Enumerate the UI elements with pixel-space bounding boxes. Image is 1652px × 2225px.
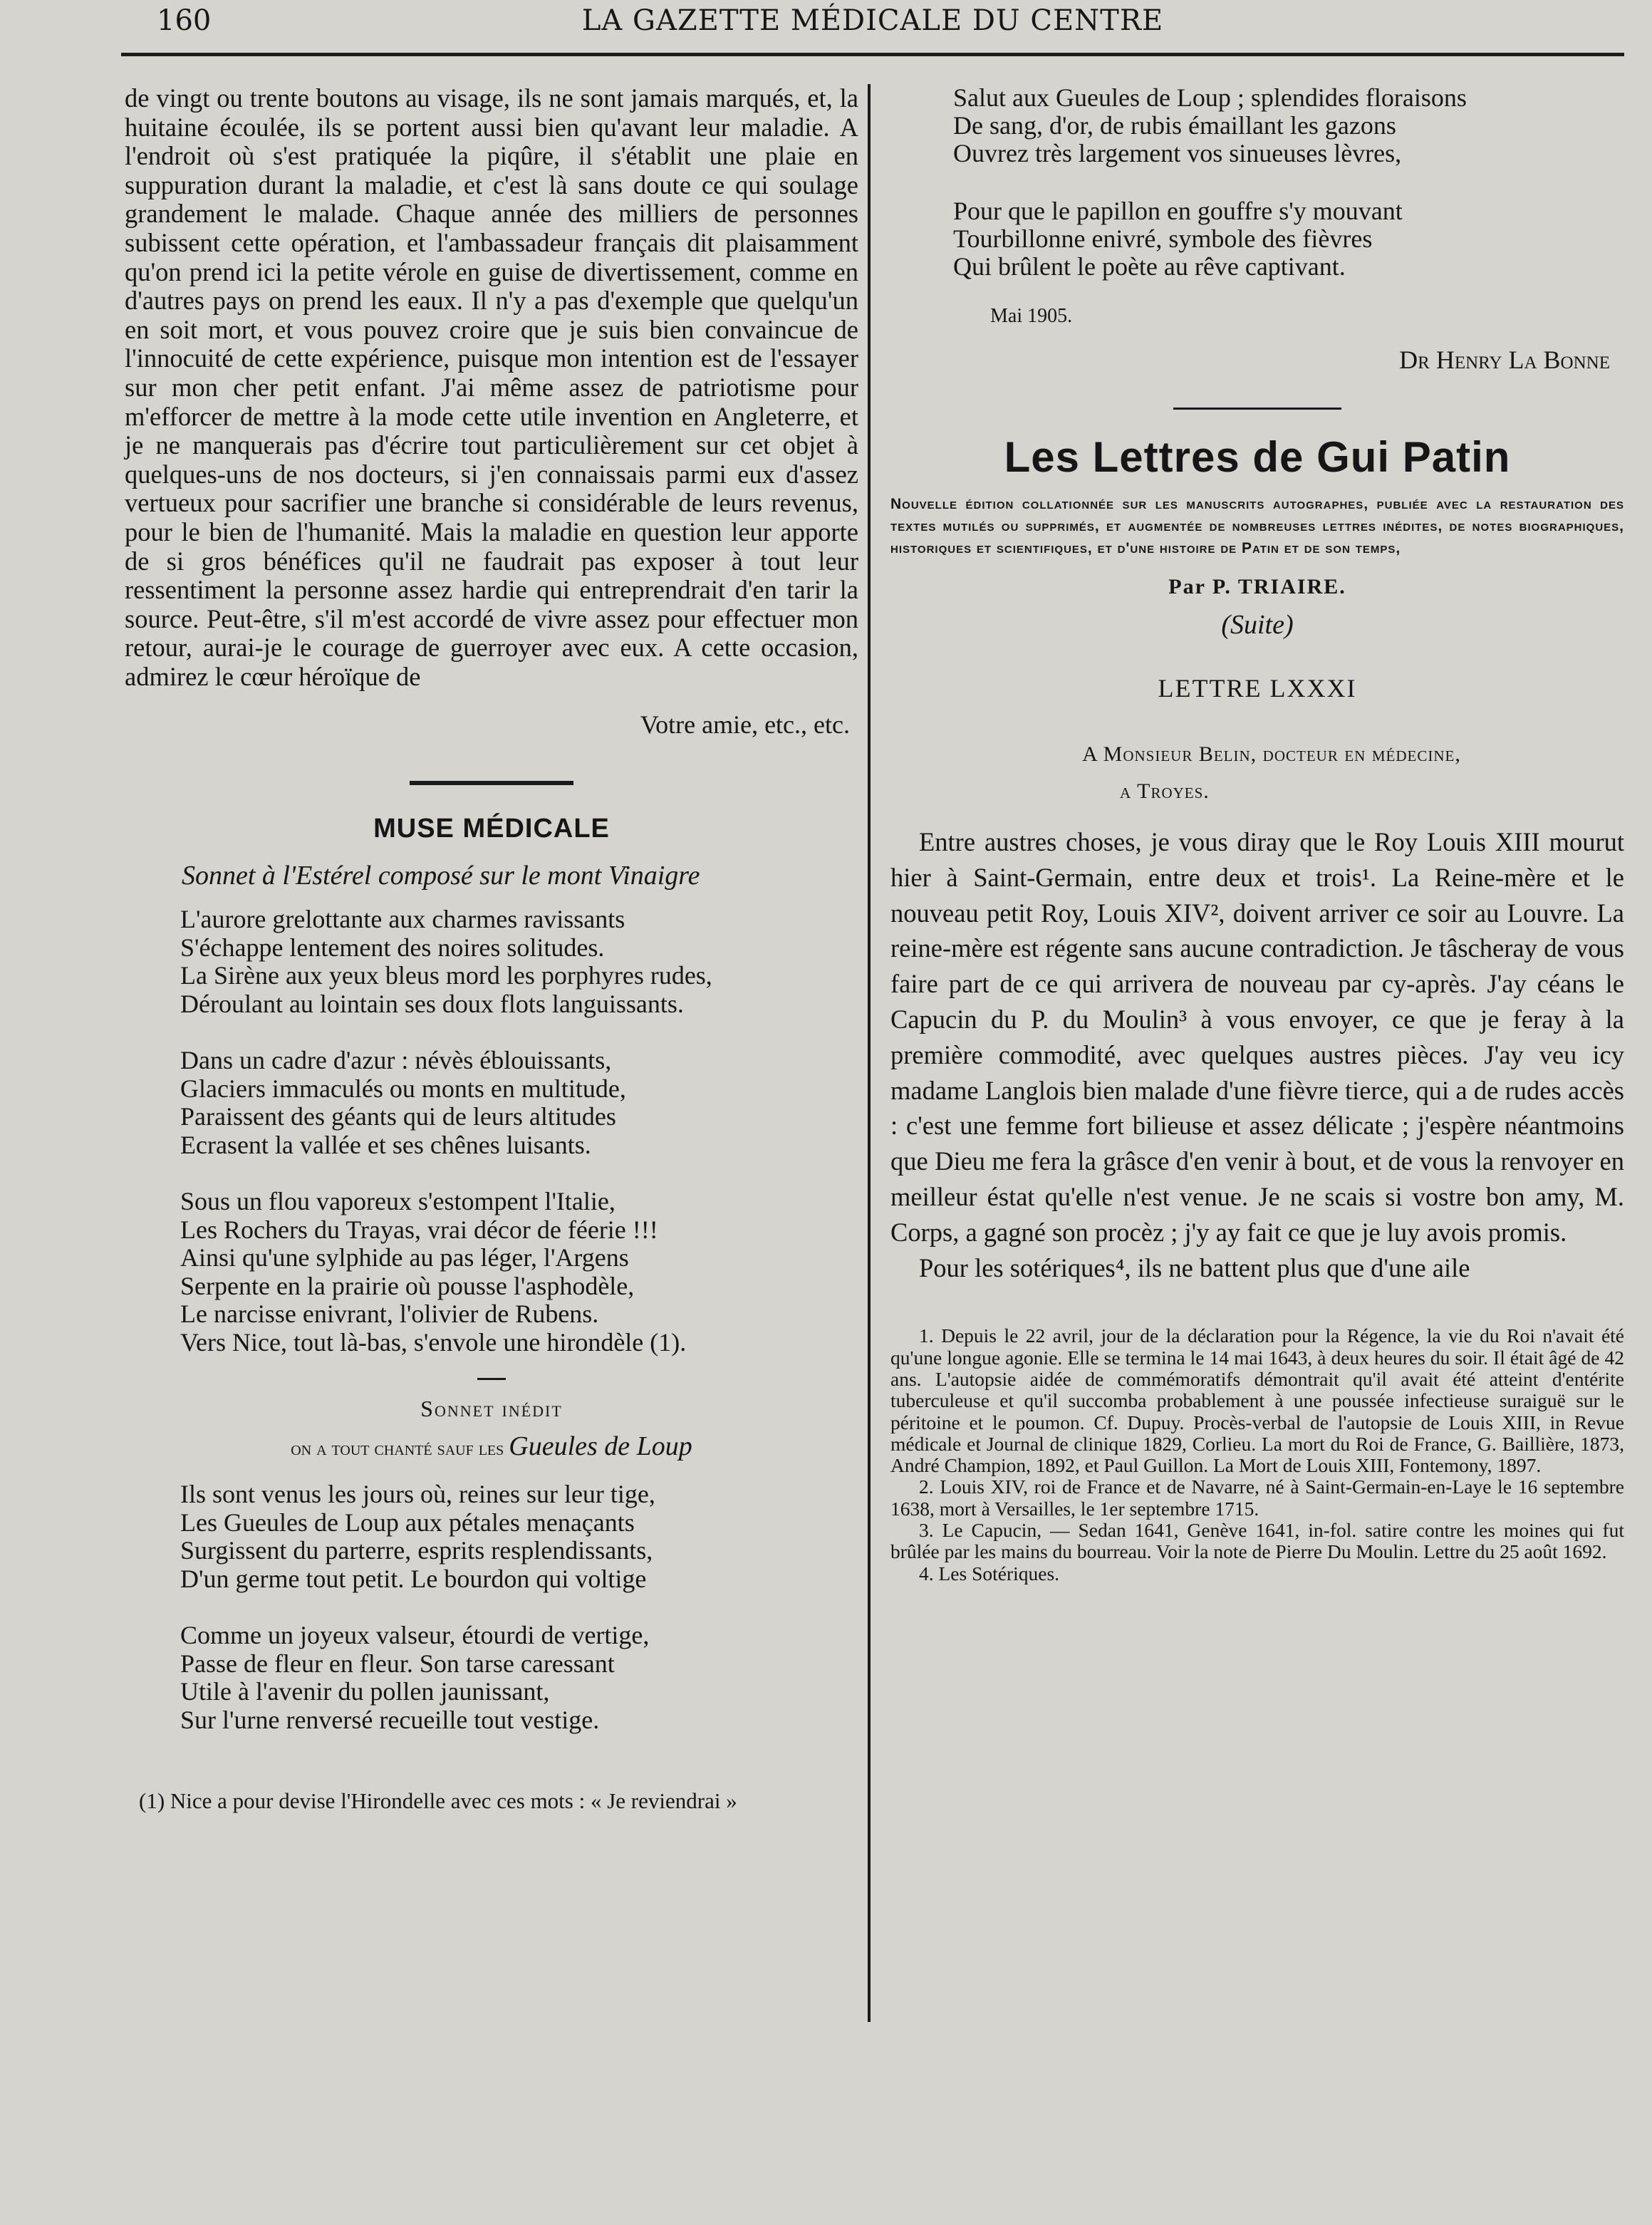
- verse-line: Sous un flou vaporeux s'estompent l'Italie,: [180, 1187, 615, 1216]
- verse-line: Les Rochers du Trayas, vrai décor de féerie !!!: [180, 1215, 658, 1244]
- footnote-rule: [890, 1309, 1624, 1311]
- letter-continuation-text: de vingt ou trente boutons au visage, ils ne sont jamais marqués, et, la huitaine écoulée, ils se portent aussi bien qu'avant leur maladie. A l'endroit où s'est pratiquée la piqûre, il s'établit une plaie en suppuration durant la maladie, et c'est là sans doute ce qui soulage grandement le malade. Chaque année des milliers de personnes subissent cette opération, et l'ambassadeur français dit plaisamment qu'on prend ici la petite vérole en guise de divertissement, comme en d'autres pays on prend les eaux. Il n'y a pas d'exemple que quelqu'un en soit mort, et vous pouvez croire que je suis bien convaincue de l'innocuité de cette expérience, puisque mon intention est de l'essayer sur mon cher petit enfant. J'ai même assez de patriotisme pour m'efforcer de mettre à la mode cette utile invention en Angleterre, et je ne manquerais pas d'écrire tout particulièrement sur cet objet à quelques-uns de nos docteurs, si j'en connaissais parmi eux d'assez vertueux pour sacrifier une branche si considérable de leurs revenus, pour le bien de l'humanité. Mais la maladie en question leur apporte de si gros bénéfices qu'il ne faudrait pas exposer à tout leur ressentiment la personne assez hardie qui entreprendrait d'en tarir la source. Peut-être, s'il m'est accordé de vivre assez pour effectuer mon retour, aurai-je le courage de guerroyer avec eux. A cette occasion, admirez le cœur héroïque de: [125, 83, 858, 691]
- verse-line: Ils sont venus les jours où, reines sur leur tige,: [180, 1480, 655, 1509]
- page-header: [121, 0, 1624, 50]
- footnote-item: 3. Le Capucin, — Sedan 1641, Genève 1641, in-fol. satire contre les moines qui fut brûlée par les mains du bourreau. Voir la note de Pierre Du Moulin. Lettre du 25 août 1692.: [890, 1519, 1624, 1563]
- header-rule: [121, 53, 1624, 56]
- stanza: [180, 1188, 858, 1357]
- right-column: [890, 84, 1624, 1585]
- stanza: [180, 906, 858, 1018]
- verse-line: L'aurore grelottante aux charmes ravissants: [180, 905, 625, 934]
- footnote-item: 4. Les Sotériques.: [919, 1562, 1060, 1585]
- addressee-line: A Monsieur Belin, docteur en médecine,: [1082, 742, 1461, 766]
- column-divider: [868, 84, 871, 2022]
- article-title: Les Lettres de Gui Patin: [1004, 433, 1511, 481]
- sonnet-separator: [477, 1378, 506, 1380]
- addressee-city: a Troyes.: [1120, 779, 1210, 803]
- letter-paragraph: Entre austres choses, je vous diray que le Roy Louis XIII mourut hier à Saint-Germain, entre deux et trois¹. La Reine-mère et le nouveau petit Roy, Louis XIV², doivent arriver ce soir au Louvre. La reine-mère est régente sans aucune contradiction. Je tâscheray de vous faire part de ce qui arrivera de nouveau par cy-après. J'ay céans le Capucin du P. du Moulin³ à vous envoyer, ce que je feray à la première commodité, avec quelques austres pièces. J'ay veu icy madame Langlois bien malade d'une fièvre tierce, qui a de rudes accès : c'est une femme fort bilieuse et assez délicate ; j'espère néantmoins que Dieu me fera la grâsce d'en venir à bout, et de vous la renvoyer en meilleur éstat qu'elle n'est venue. Je ne scais si vostre bon amy, M. Corps, a gagné son procèz ; j'y ay fait ce que je luy avois promis.: [890, 827, 1624, 1247]
- section-rule: [410, 781, 573, 785]
- left-column: [125, 84, 858, 1814]
- footnote-nice: (1) Nice a pour devise l'Hirondelle avec ces mots : « Je reviendrai »: [139, 1788, 737, 1814]
- article-subtitle: Nouvelle édition collationnée sur les manuscrits autographes, publiée avec la restauration des textes mutilés ou supprimés, et augmentée de nombreuses lettres inédites, de notes biographiques, historiques et scientifiques, et d'une histoire de Patin et de son temps,: [890, 496, 1624, 556]
- verse-line: Surgissent du parterre, esprits resplendissants,: [180, 1536, 653, 1565]
- verse-line: Serpente en la prairie où pousse l'asphodèle,: [180, 1271, 635, 1300]
- verse-line: Glaciers immaculés ou monts en multitude,: [180, 1074, 626, 1103]
- article-suite: (Suite): [1221, 610, 1294, 640]
- footnotes: [890, 1325, 1624, 1585]
- verse-line: Paraissent des géants qui de leurs altitudes: [180, 1102, 616, 1131]
- sonnet-inedit-continuation: [953, 84, 1624, 281]
- verse-line: Déroulant au lointain ses doux flots languissants.: [180, 989, 684, 1018]
- verse-line: S'échappe lentement des noires solitudes.: [180, 933, 605, 962]
- verse-line: Passe de fleur en fleur. Son tarse caressant: [180, 1649, 615, 1678]
- verse-line: Salut aux Gueules de Loup ; splendides floraisons: [953, 83, 1467, 112]
- stanza: [180, 1622, 858, 1734]
- verse-line: Ainsi qu'une sylphide au pas léger, l'Argens: [180, 1243, 629, 1272]
- verse-line: Pour que le papillon en gouffre s'y mouvant: [953, 197, 1403, 225]
- letter-body: [890, 824, 1624, 1285]
- verse-line: Les Gueules de Loup aux pétales menaçants: [180, 1508, 635, 1537]
- stanza: [180, 1480, 858, 1593]
- sonnet-inedit-subtitle: [125, 1431, 858, 1462]
- verse-line: Qui brûlent le poète au rêve captivant.: [953, 252, 1346, 281]
- letter-paragraph: Pour les sotériques⁴, ils ne battent plus que d'une aile: [919, 1252, 1470, 1282]
- stanza: [953, 84, 1624, 167]
- letter-addressee: [890, 736, 1624, 810]
- page-number: 160: [157, 4, 212, 37]
- verse-line: D'un germe tout petit. Le bourdon qui voltige: [180, 1564, 647, 1593]
- poem-date: Mai 1905.: [990, 305, 1073, 327]
- verse-line: De sang, d'or, de rubis émaillant les gazons: [953, 111, 1396, 140]
- letter-number: LETTRE LXXXI: [1158, 674, 1357, 702]
- verse-line: Vers Nice, tout là-bas, s'envole une hirondèle (1).: [180, 1327, 687, 1357]
- subtitle-italic: Gueules de Loup: [509, 1431, 692, 1462]
- section-rule: [1173, 408, 1341, 410]
- stanza: [953, 197, 1624, 281]
- sonnet-inedit-heading: Sonnet inédit: [420, 1396, 563, 1422]
- verse-line: Ouvrez très largement vos sinueuses lèvres,: [953, 139, 1402, 167]
- author-signature: Dr Henry La Bonne: [1399, 346, 1610, 374]
- verse-line: La Sirène aux yeux bleus mord les porphyres rudes,: [180, 961, 712, 990]
- article-byline: Par P. TRIAIRE.: [1168, 575, 1346, 598]
- verse-line: Sur l'urne renversé recueille tout vestige.: [180, 1705, 600, 1734]
- sonnet-inedit: [180, 1480, 858, 1734]
- sonnet-esterel: [180, 906, 858, 1357]
- journal-title: LA GAZETTE MÉDICALE DU CENTRE: [581, 4, 1164, 37]
- verse-line: Comme un joyeux valseur, étourdi de vertige,: [180, 1621, 650, 1650]
- verse-line: Utile à l'avenir du pollen jaunissant,: [180, 1677, 550, 1706]
- subtitle-prefix: on a tout chanté sauf les: [291, 1438, 504, 1461]
- stanza: [180, 1047, 858, 1159]
- sonnet-esterel-title: Sonnet à l'Estérel composé sur le mont Vinaigre: [182, 861, 700, 891]
- footnote-item: 2. Louis XIV, roi de France et de Navarre, né à Saint-Germain-en-Laye le 16 septembre 1638, mort à Versailles, le 1er septembre 1715.: [890, 1475, 1624, 1520]
- footnote-item: 1. Depuis le 22 avril, jour de la déclaration pour la Régence, la vie du Roi n'avait été qu'une longue agonie. Elle se termina le 14 mai 1643, à deux heures du soir. Il était âgé de 42 ans. L'autopsie aidée de commémoratifs démontrait qu'il avait été atteint d'entérite tuberculeuse et qu'il succomba probablement à une poussée infectieuse suraiguë sur le péritoine et le poumon. Cf. Dupuy. Procès-verbal de l'autopsie de Louis XIII, in Revue médicale et Journal de clinique 1829, Corlieu. La mort du Roi de France, G. Baillière, 1873, André Champion, 1892, et Paul Guillon. La Mort de Louis XIII, Fontemony, 1897.: [890, 1324, 1624, 1477]
- muse-medicale-heading: MUSE MÉDICALE: [373, 814, 610, 844]
- verse-line: Ecrasent la vallée et ses chênes luisants.: [180, 1130, 591, 1159]
- letter-closing: Votre amie, etc., etc.: [640, 710, 850, 740]
- verse-line: Le narcisse enivrant, l'olivier de Rubens.: [180, 1300, 599, 1329]
- verse-line: Tourbillonne enivré, symbole des fièvres: [953, 224, 1373, 253]
- verse-line: Dans un cadre d'azur : névès éblouissants,: [180, 1046, 612, 1075]
